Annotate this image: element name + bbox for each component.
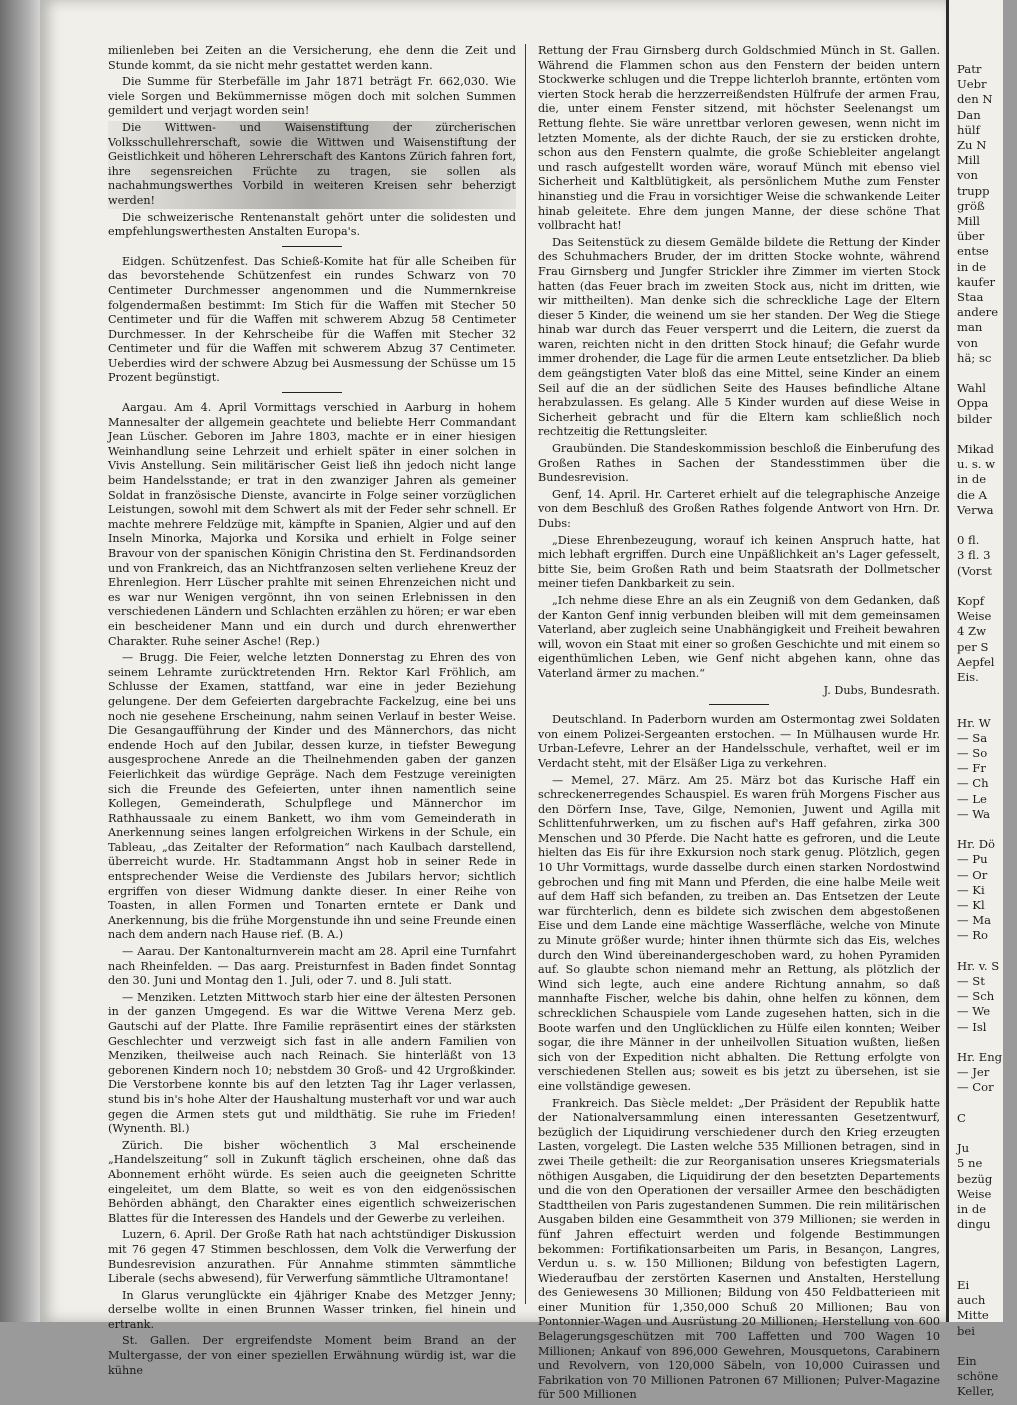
edge-fragment: per S [957, 639, 989, 654]
edge-fragment: in de [957, 1202, 987, 1216]
next-page-edge [946, 0, 1003, 1399]
article-paragraph: Die schweizerische Rentenanstalt gehört unter die solidesten und empfehlungswerthesten Anstalten Europa's. [108, 210, 516, 239]
edge-fragment: Ein [957, 1354, 977, 1368]
edge-fragment: bei [957, 1323, 975, 1338]
article-paragraph: Frankreich. Das Siècle meldet: „Der Präsident der Republik hatte der Nationalversammlung einen interessanten Gesetzentwurf, bezüglich der Liquidirung verschiedener durch den Krieg erzeugten Lasten, vorgelegt. Die Lasten welche 535 Millionen betragen, sind in zwei Theile getheilt: die zur Reorganisation unseres Kriegsmaterials nöthigen Ausgaben, die Liquidirung der den besetzten Departements und die von den Operationen der versailler Armee den beschädigten Stadttheilen von Paris zugestandenen Summen. Die rein militärischen Ausgaben bilden eine Gesammtheit von 379 Millionen; sie werden in fünf Jahren effectuirt werden und folgende Bestimmungen bekommen: Fortifikationsarbeiten um Paris, in Besançon, Langres, Verdun u. s. w. 150 Millionen; Bildung von befestigten Lagern, Wiederaufbau der zerstörten Kasernen und Anstalten, Herstellung des Geniewesens 30 Millionen; Bildung von 450 Feldbatterieen mit einer Munition für 1,350,000 Schuß 20 Millionen; Bau von Pontonnier-Wagen und Ausrüstung 20 Millionen; Herstellung von 600 Belagerungsgeschützen mit 700 Laffetten und 700 Wagen 10 Millionen; Ankauf von 896,000 Gewehren, Mousquetons, Carabinern und Revolvern, von 120,000 Säbeln, von 10,000 Cuirassen und Fabrikation von 70 Millionen Patronen 67 Millionen; Pulver-Magazine für 500 Millionen [538, 1096, 940, 1402]
edge-fragment: die A [957, 487, 988, 502]
column-left [108, 44, 516, 1380]
edge-fragment: Staa [957, 290, 984, 304]
article-paragraph: Eidgen. Schützenfest. Das Schieß-Komite hat für alle Scheiben für das bevorstehende Schützenfest ein rundes Schwarz von 70 Centimeter Durchmesser angenommen und die Nummernkreise folgendermaßen bestimmt: Im Stich für die Waffen mit Stecher 50 Centimeter und für die Waffen mit schwerem Abzug 58 Centimeter Durchmesser. In der Kehrscheibe für die Waffen mit Stecher 32 Centimeter und für die Waffen mit schwerem Abzug 37 Centimeter. Ueberdies wird der schwere Abzug bei Ausmessung der Schüsse um 15 Prozent begünstigt. [108, 254, 516, 385]
edge-fragment: bilder [957, 411, 992, 426]
edge-fragment: Weise [957, 1186, 992, 1201]
article-paragraph: Die Wittwen- und Waisenstiftung der zürcherischen Volksschullehrerschaft, sowie die Wittwen und Waisenstiftung der Geistlichkeit und höheren Lehrerschaft des Kantons Zürich fahren fort, ihre segensreichen Früchte zu tragen, sie sollen als nachahmungswerthes Vorbild in weiteren Kreisen sehr beherzigt werden! [108, 120, 516, 207]
edge-fragment: — Ma [957, 913, 992, 928]
edge-fragment: — Cor [957, 1080, 994, 1095]
article-paragraph: Luzern, 6. April. Der Große Rath hat nach achtstündiger Diskussion mit 76 gegen 47 Stimmen beschlossen, dem Volk die Verwerfung der Bundesrevision anzurathen. Für Annahme stimmten sämmtliche Liberale (sechs abwesend), für Verwerfung sämmtliche Ultramontane! [108, 1228, 516, 1286]
edge-fragment: — We [957, 1004, 991, 1019]
article-paragraph: — Menziken. Letzten Mittwoch starb hier eine der ältesten Personen in der ganzen Umgegend. Es war die Wittwe Verena Merz geb. Gautschi auf der Platte. Ihre Familie repräsentirt eines der stärksten Geschlechter und verzweigt sich fast in alle andern Familien von Menziken, theilweise auch nach Reinach. Sie hinterläßt von 13 geborenen Kindern noch 10; nebstdem 30 Groß- und 42 Urgroßkinder. Die Verstorbene konnte bis auf den letzten Tag ihr Lager verlassen, stund bis in's hohe Alter der Haushaltung musterhaft vor und war auch gegen die Armen stets gut und mildthätig. Sie ruhe im Frieden! (Wynenth. Bl.) [108, 990, 516, 1136]
edge-fragment: — So [957, 746, 988, 760]
edge-fragment: Mill [957, 214, 980, 228]
article-paragraph: Deutschland. In Paderborn wurden am Ostermontag zwei Soldaten von einem Polizei-Sergeanten erstochen. — In Mülhausen wurde Hr. Urban-Lefevre, Lehrer an der Handelsschule, verhaftet, weil er im Verdacht steht, mit der Elsäßer Liga zu verkehren. [538, 713, 940, 770]
edge-fragment: — Sch [957, 989, 995, 1004]
edge-fragment: — Ch [957, 776, 989, 791]
edge-fragment: Keller, [957, 1384, 995, 1399]
edge-fragment: — Fr [957, 761, 986, 776]
edge-fragment: man [957, 320, 983, 335]
section-rule [282, 392, 342, 393]
edge-fragment: Ju [957, 1141, 970, 1156]
edge-fragment: Patr [957, 62, 982, 76]
edge-fragment: — Kl [957, 898, 985, 912]
edge-fragment: kaufer [957, 274, 996, 289]
edge-fragment: — Isl [957, 1019, 987, 1034]
edge-fragment: entse [957, 244, 989, 259]
edge-fragment: u. s. w [957, 457, 996, 472]
edge-fragment: Mikad [957, 442, 994, 456]
article-paragraph: Die Summe für Sterbefälle im Jahr 1871 beträgt Fr. 662,030. Wie viele Sorgen und Bekümmernisse mögen doch mit solchen Summen gemildert und verjagt worden sein! [108, 75, 516, 118]
edge-fragment: — Le [957, 791, 987, 806]
article-paragraph: In Glarus verunglückte ein 4jähriger Knabe des Metzger Jenny; derselbe wollte in einen Brunnen Wasser trinken, fiel hinein und ertrank. [108, 1288, 516, 1331]
article-paragraph: — Aarau. Der Kantonalturnverein macht am 28. April eine Turnfahrt nach Rheinfelden. — Das aarg. Preisturnfest in Baden findet Sonntag den 30. Juni und Montag den 1. Juli, oder 7. und 8. Juli statt. [108, 945, 516, 988]
edge-fragment: Hr. v. S [957, 958, 1000, 973]
edge-fragment: Dan [957, 107, 981, 122]
section-rule [282, 246, 342, 247]
edge-fragment: — St [957, 974, 985, 988]
edge-fragment: Hr. Dö [957, 837, 996, 852]
edge-fragment: Hr. Eng [957, 1050, 1003, 1064]
edge-fragment: Zu N [957, 138, 987, 152]
edge-fragment: — Wa [957, 806, 991, 821]
article-paragraph: Zürich. Die bisher wöchentlich 3 Mal erscheinende „Handelszeitung“ soll in Zukunft täglich erscheinen, ohne daß das Abonnement erhöht würde. Es seien auch die geeigneten Schritte eingeleitet, um dem Blatte, so weit es von den eidgenössischen Behörden abhängt, den Charakter eines eigentlich schweizerischen Blattes für die Interessen des Handels und der Gewerbe zu verleihen. [108, 1138, 516, 1225]
edge-fragment: den N [957, 92, 993, 107]
edge-fragment: trupp [957, 183, 990, 198]
edge-fragment: dingu [957, 1217, 991, 1232]
article-paragraph: — Memel, 27. März. Am 25. März bot das Kurische Haff ein schreckenerregendes Schauspiel. Es waren früh Morgens Fischer aus den Dörfern Inse, Tave, Gilge, Nemonien, Juwent und Agilla mit Schlittenfuhrwerken, um zu fischen auf's Haff gefahren, zirka 300 Menschen und 30 Pferde. Die Nacht hatte es gefroren, und die Leute hielten das Eis für ihre Exkursion noch stark genug. Plötzlich, gegen 10 Uhr Vormittags, wurde dasselbe durch einen starken Nordostwind gebrochen und fing mit Mann und Pferden, die eine halbe Meile weit auf dem Haff sich befanden, zu treiben an. Das Entsetzen der Leute war fürchterlich, denn es bildete sich zwischen dem abgestoßenen Eise und dem Lande eine mächtige Wasserfläche, welche von Minute zu Minute größer wurde; hinter ihnen thürmte sich das Eis, welches durch den Wind übereinandergeschoben ward, zu hohen Pyramiden auf. So glaubte schon niemand mehr an Rettung, als plötzlich der Wind sich legte, auch eine andere Richtung annahm, so daß mannhafte Fischer, welche bis dahin, ohne helfen zu können, dem schrecklichen Schauspiele vom Lande zugesehen hatten, sich in die Boote warfen und den Unglücklichen zu Hülfe eilen konnten; Weiber sogar, die ihre Männer in der unheilvollen Situation wußten, ließen sich von der Expedition nicht abhalten. Die Rettung erfolgte von verschiedenen Stellen aus; soweit es bis jetzt zu übersehen, ist sie eine vollständige gewesen. [538, 773, 940, 1093]
article-paragraph: — Brugg. Die Feier, welche letzten Donnerstag zu Ehren des von seinem Lehramte zurücktretenden Hrn. Rektor Karl Fröhlich, am Schlusse der Examen, stattfand, war eine in jeder Beziehung gelungene. Der dem Gefeierten dargebrachte Fackelzug, eine bei uns noch nie gesehene Erscheinung, nahm seinen Verlauf in bester Weise. Die Gesangaufführung der Kinder und des Männerchors, das nicht endende Hoch auf den Jubilar, dessen kurze, in tiefster Bewegung ausgesprochene Anrede an die Theilnehmenden gaben der ganzen Feierlichkeit das würdige Gepräge. Nach dem Festzuge vereinigten sich die Freunde des Gefeierten, unter ihnen namentlich seine Kollegen, Gemeinderath, Schulpflege und Männerchor im Rathhaussaale zu einem Bankett, wo ihm vom Gemeinderath in Anerkennung seines langen erfolgreichen Wirkens in der Schule, ein Tableau, „das Zeitalter der Reformation“ nach Kaulbach darstellend, überreicht wurde. Hr. Stadtammann Angst hob in seiner Rede in entsprechender Weise die Verdienste des Jubilars hervor; sichtlich ergriffen von dieser Widmung dankte dieser. In einer Reihe von Toasten, in allen Formen und Tonarten erntete er Dank und Anerkennung, bis die frühe Morgenstunde ihn und seine Freunde einen nach dem andern nach Hause rief. (B. A.) [108, 651, 516, 942]
edge-fragment: Eis. [957, 670, 979, 684]
article-paragraph: Graubünden. Die Standeskommission beschloß die Einberufung des Großen Rathes in Sachen der Standesstimmen über die Bundesrevision. [538, 442, 940, 485]
edge-fragment: 4 Zw [957, 624, 987, 639]
article-paragraph: St. Gallen. Der ergreifendste Moment beim Brand an der Multergasse, der von einer speziellen Erwähnung würdig ist, war die kühne [108, 1334, 516, 1377]
edge-fragment: — Ro [957, 928, 988, 943]
article-paragraph: Aargau. Am 4. April Vormittags verschied in Aarburg in hohem Mannesalter der allgemein geachtete und beliebte Herr Commandant Jean Lüscher. Geboren im Jahre 1803, machte er in einer hiesigen Weinhandlung seine Lehrzeit und erhielt später in einer solchen in Vivis Anstellung. Sein militärischer Geist ließ ihn jedoch nicht lange beim Handelsstande; er trat in den zwanziger Jahren als gemeiner Soldat in französische Dienste, avancirte in Folge seiner vorzüglichen Leistungen, sowohl mit dem Schwert als mit der Feder sehr schnell. Er machte mehrere Feldzüge mit, kämpfte in Spanien, Algier und auf den Inseln Minorka, Majorka und Korsika und erhielt in Folge seiner Bravour von der spanischen Königin Christina den St. Ferdinandsorden und von Frankreich, das an Nichtfranzosen selten verliehene Kreuz der Ehrenlegion. Herr Lüscher prahlte mit seinen Ehrenzeichen nicht und es war nur Wenigen vergönnt, ihn von seinen Erlebnissen in den verschiedenen Ländern und Schlachten erzählen zu hören; er war eben ein bescheidener Mann und ein durch und durch ehrenwerther Charakter. Ruhe seiner Asche! (Rep.) [108, 401, 516, 648]
article-paragraph: Rettung der Frau Girnsberg durch Goldschmied Münch in St. Gallen. Während die Flammen schon aus den Fenstern der beiden untern Stockwerke schlugen und die Treppe lichterloh brannte, ertönten vom vierten Stock herab die herzzerreißendsten Hülfrufe der armen Frau, die, unter einem Fenster sitzend, mit höchster Seelenangst um Rettung flehte. Sie wäre unrettbar verloren gewesen, wenn nicht im letzten Momente, als der dichte Rauch, der sie zu ersticken drohte, schon aus den Fenstern qualmte, die große Schiebleiter angelangt und rasch aufgestellt worden wäre, worauf Münch mit ebenso viel Sicherheit und Kaltblütigkeit, als persönlichem Muthe zum Fenster hinanstieg und die Frau in vorsichtiger Weise die schwankende Leiter hinab geleitete. Ehre dem jungen Manne, der diese schöne That vollbracht hat! [538, 44, 940, 233]
article-paragraph: milienleben bei Zeiten an die Versicherung, ehe denn die Zeit und Stunde kommt, da sie nicht mehr gestattet werden kann. [108, 44, 516, 72]
edge-fragment: Uebr [957, 77, 987, 92]
article-paragraph: Das Seitenstück zu diesem Gemälde bildete die Rettung der Kinder des Schuhmachers Bruder, der im dritten Stocke wohnte, während Frau Girnsberg und Jungfer Strickler ihre Zimmer im vierten Stock hatten (das Feuer brach im zweiten Stock aus, nicht im dritten, wie wir mittheilten). Man denke sich die schreckliche Lage der Eltern dieser 5 Kinder, die weinend um sie her standen. Der Weg die Stiege hinab war durch das Feuer versperrt und die Leitern, die zuerst da waren, reichten nicht in den dritten Stock hinauf; die Gefahr wurde immer drohender, die Lage für die armen Leute entsetzlicher. Da blieb dem geängstigten Vater bloß das eine Mittel, seine Kinder an einem Seil auf die an der südlichen Seite des Hauses befindliche Altane herabzulassen. Es gelang. Alle 5 Kinder wurden auf diese Weise in Sicherheit gebracht und für die Eltern kam schließlich noch rechtzeitig die Rettungsleiter. [538, 235, 940, 439]
edge-fragment: größ [957, 198, 985, 213]
article-paragraph: J. Dubs, Bundesrath. [823, 683, 940, 697]
edge-fragment: — Ki [957, 882, 985, 897]
edge-fragment: Aepfel [957, 654, 995, 669]
edge-fragment: Hr. W [957, 715, 991, 730]
article-paragraph: Genf, 14. April. Hr. Carteret erhielt auf die telegraphische Anzeige von dem Beschluß des Großen Rathes folgende Antwort von Hrn. Dr. Dubs: [538, 487, 940, 530]
article-paragraph: „Diese Ehrenbezeugung, worauf ich keinen Anspruch hatte, hat mich lebhaft ergriffen. Durch eine Unpäßlichkeit an's Lager gefesselt, bitte Sie, beim Großen Rath und beim Staatsrath der Dollmetscher meiner tiefen Dankbarkeit zu sein. [538, 533, 940, 591]
edge-fragment: Kopf [957, 594, 985, 608]
newspaper-page [40, 0, 946, 1402]
section-rule [709, 704, 769, 705]
edge-fragment: Mill [957, 153, 980, 168]
edge-fragment: auch [957, 1293, 986, 1308]
edge-fragment: bezüg [957, 1171, 993, 1186]
edge-fragment: in de [957, 259, 987, 274]
edge-fragment: C [957, 1110, 966, 1125]
edge-fragment: — Sa [957, 730, 988, 745]
edge-fragment: andere [957, 305, 999, 320]
edge-fragment: Wahl [957, 381, 986, 396]
edge-fragment: 0 fl. [957, 533, 980, 548]
edge-fragment: von [957, 168, 978, 183]
edge-fragment: schöne [957, 1369, 999, 1384]
column-right [538, 44, 940, 1405]
edge-fragment: Ei [957, 1278, 970, 1292]
edge-fragment: — Or [957, 867, 988, 882]
edge-fragment: Weise [957, 609, 992, 624]
edge-fragment: Mitte [957, 1308, 989, 1323]
edge-fragment: — Pu [957, 852, 988, 867]
edge-fragment: von [957, 335, 978, 350]
edge-fragment: — Jer [957, 1065, 990, 1080]
edge-fragment: in de [957, 472, 987, 487]
edge-fragment: (Vorst [957, 563, 992, 578]
column-divider [525, 44, 526, 1304]
edge-fragment: über [957, 229, 985, 244]
edge-fragment: Oppa [957, 396, 989, 411]
edge-fragment: 5 ne [957, 1156, 983, 1171]
article-paragraph: „Ich nehme diese Ehre an als ein Zeugniß von dem Gedanken, daß der Kanton Genf innig verbunden bleiben will mit dem gemeinsamen Vaterland, aber zugleich seine Unabhängigkeit und Freiheit bewahren will, wovon ein Staat mit einer so großen Geschichte und mit einem so eigenthümlichen Leben, wie Genf nicht abgehen kann, ohne das Vaterland ärmer zu machen.“ [538, 593, 940, 680]
scan-binding-margin [0, 0, 40, 1322]
edge-fragment: hä; sc [957, 350, 992, 365]
edge-fragment: Verwa [957, 502, 994, 517]
edge-fragment: hülf [957, 122, 980, 137]
edge-fragment: 3 fl. 3 [957, 548, 991, 563]
